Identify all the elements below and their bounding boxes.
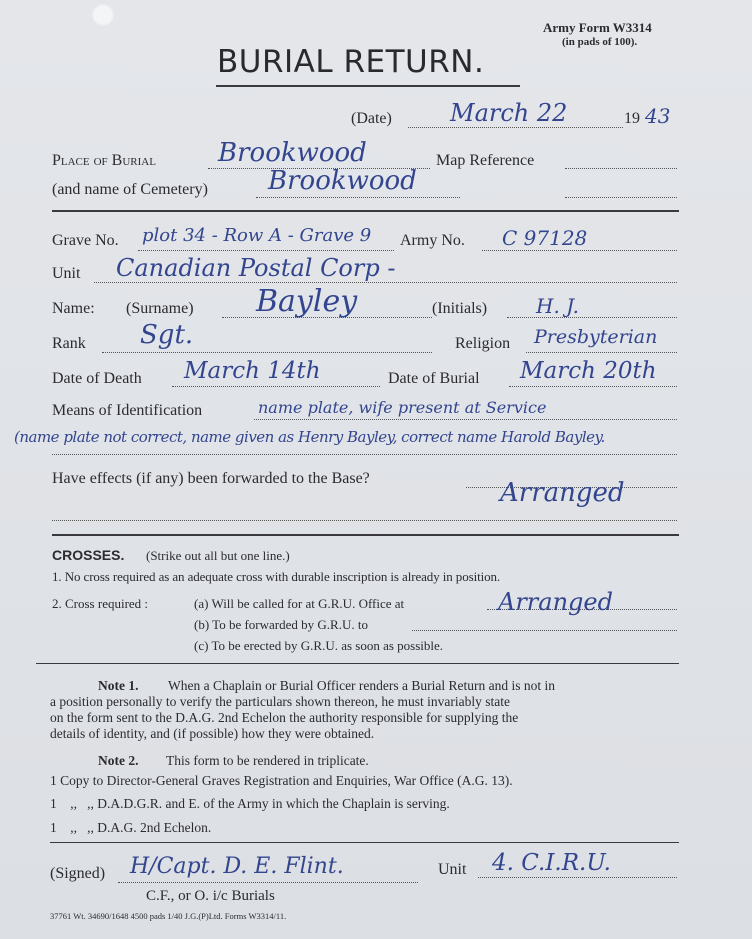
initials-value: H. J. (536, 294, 579, 318)
signatory-role: C.F., or O. i/c Burials (146, 888, 275, 904)
note-1-label: Note 1. (98, 678, 139, 693)
crosses-instruction: (Strike out all but one line.) (146, 548, 290, 563)
date-of-burial-value: March 20th (520, 358, 657, 384)
section-divider (36, 663, 679, 664)
note-2-label: Note 2. (98, 753, 139, 768)
cemetery-value: Brookwood (268, 166, 417, 196)
unit-label: Unit (52, 265, 81, 282)
copy-line-2: 1 ,, ,, D.A.D.G.R. and E. of the Army in which the Chaplain is serving. (50, 796, 450, 811)
crosses-option-c: (c) To be erected by G.R.U. as soon as possible. (194, 638, 444, 653)
date-of-death-label: Date of Death (52, 370, 142, 387)
date-of-death-value: March 14th (184, 358, 321, 384)
army-no-value: C 97128 (502, 226, 588, 250)
religion-label: Religion (455, 335, 511, 352)
title-underline (216, 85, 520, 87)
signature-value: H/Capt. D. E. Flint. (130, 854, 344, 879)
note-1-line-1: When a Chaplain or Burial Officer renders a Burial Return and is not in (168, 678, 556, 693)
date-of-burial-label: Date of Burial (388, 370, 480, 387)
effects-label: Have effects (if any) been forwarded to the Base? (52, 470, 370, 487)
section-divider (52, 534, 679, 536)
printer-imprint: 37761 Wt. 34690/1648 4500 pads 1/40 J.G.(P)Ltd. Forms W3314/11. (50, 911, 287, 921)
date-value: March 22 (450, 99, 568, 127)
section-divider (50, 842, 679, 843)
date-year-prefix: 19 (624, 110, 640, 127)
surname-label: (Surname) (126, 300, 194, 317)
copy-line-3: 1 ,, ,, D.A.G. 2nd Echelon. (50, 820, 212, 835)
note-1-line-4: details of identity, and (if possible) how they were obtained. (50, 726, 375, 741)
army-form-number: Army Form W3314 (543, 20, 652, 35)
rank-label: Rank (52, 335, 86, 352)
place-of-burial-label: Place of Burial (52, 152, 156, 169)
place-of-burial-value: Brookwood (218, 138, 367, 168)
form-title: BURIAL RETURN. (217, 44, 485, 80)
map-reference-label: Map Reference (436, 152, 535, 169)
grave-no-value: plot 34 - Row A - Grave 9 (142, 225, 372, 246)
unit-signed-value: 4. C.I.R.U. (492, 850, 611, 876)
rank-value: Sgt. (140, 320, 194, 350)
pads-note: (in pads of 100). (562, 36, 638, 48)
note-1-line-2: a position personally to verify the particulars shown thereon, he must invariably state (50, 694, 511, 709)
cemetery-label: (and name of Cemetery) (52, 181, 208, 198)
effects-value: Arranged (500, 478, 625, 508)
identification-label: Means of Identification (52, 402, 203, 419)
grave-no-label: Grave No. (52, 232, 119, 249)
copy-line-1: 1 Copy to Director-General Graves Registration and Enquiries, War Office (A.G. 13). (50, 773, 513, 788)
unit-signed-label: Unit (438, 861, 467, 878)
section-divider (52, 210, 679, 212)
crosses-line-1: 1. No cross required as an adequate cross with durable inscription is already in position. (52, 569, 501, 584)
date-year: 43 (645, 104, 671, 128)
crosses-option-b: (b) To be forwarded by G.R.U. to (194, 617, 368, 632)
punch-hole (92, 4, 114, 26)
name-label: Name: (52, 300, 95, 317)
army-no-label: Army No. (400, 232, 465, 249)
identification-value: name plate, wife present at Service (258, 398, 547, 417)
note-1-line-3: on the form sent to the D.A.G. 2nd Echelon the authority responsible for supplying the (50, 710, 519, 725)
crosses-option-a: (a) Will be called for at G.R.U. Office at (194, 596, 405, 611)
identification-continued: (name plate not correct, name given as Henry Bayley, correct name Harold Bayley. (14, 428, 605, 446)
religion-value: Presbyterian (534, 326, 658, 348)
signed-label: (Signed) (50, 865, 106, 882)
crosses-handwritten: Arranged (498, 588, 613, 616)
initials-label: (Initials) (432, 300, 488, 317)
date-label: (Date) (351, 110, 392, 127)
note-2-text: This form to be rendered in triplicate. (166, 753, 369, 768)
crosses-line-2: 2. Cross required : (52, 596, 149, 611)
surname-value: Bayley (256, 284, 358, 319)
crosses-heading: CROSSES. (52, 547, 125, 563)
unit-value: Canadian Postal Corp - (116, 254, 396, 282)
